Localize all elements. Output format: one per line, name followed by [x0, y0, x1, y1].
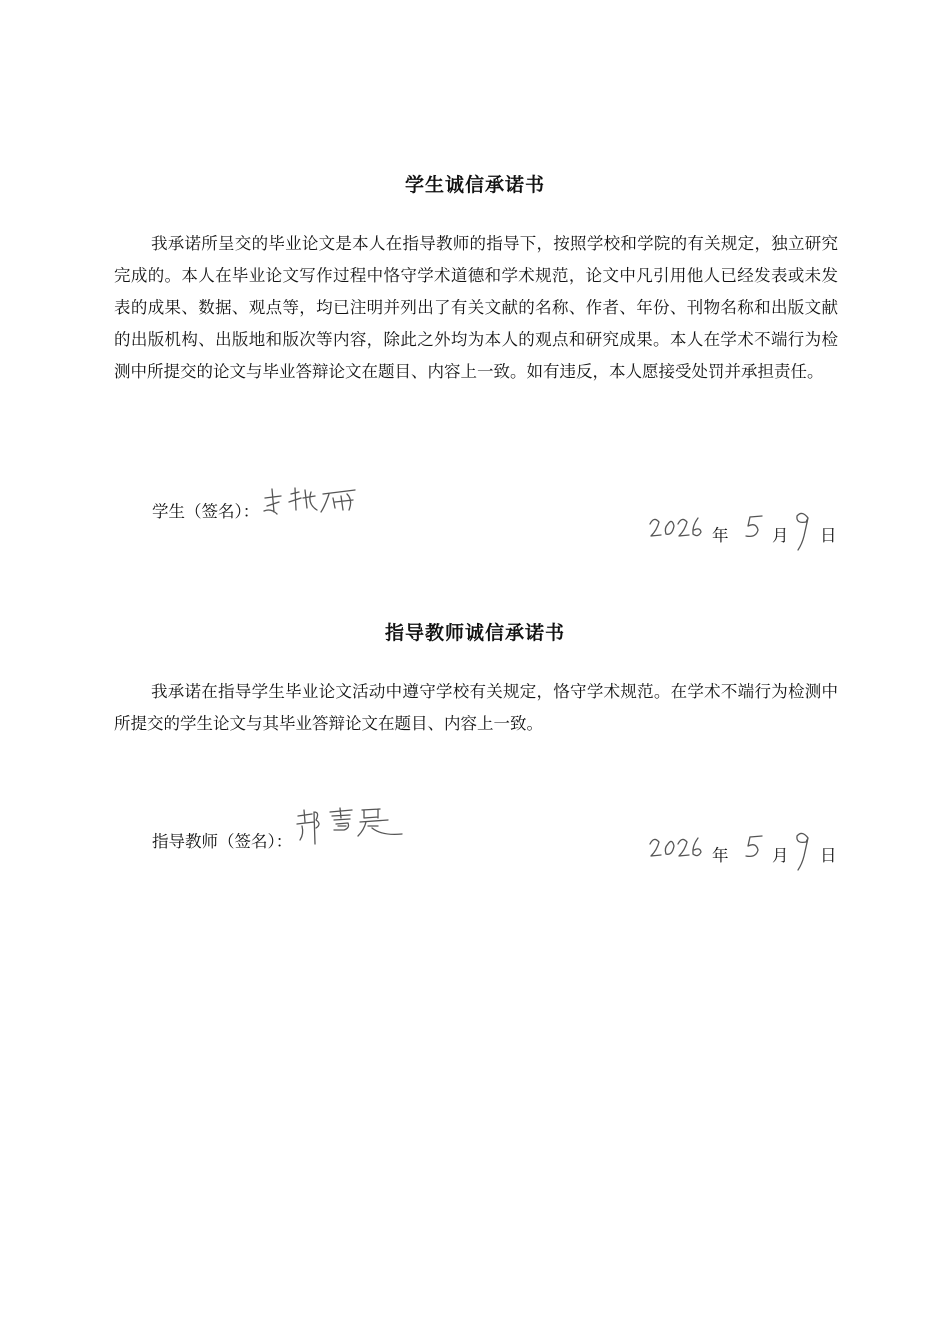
advisor-signature-label: 指导教师（签名）：	[152, 832, 293, 851]
student-handwritten-signature	[261, 484, 371, 522]
advisor-date-day-label: 日	[820, 846, 837, 865]
advisor-commitment-body: 我承诺在指导学生毕业论文活动中遵守学校有关规定，恪守学术规范。在学术不端行为检测中所提交的学生论文与其毕业答辩论文在题目、内容上一致。	[114, 682, 838, 733]
student-signature-date	[648, 506, 838, 556]
student-date-year-handwritten	[648, 512, 706, 546]
student-commitment-body: 我承诺所呈交的毕业论文是本人在指导教师的指导下，按照学校和学院的有关规定，独立研究完成的。本人在毕业论文写作过程中恪守学术道德和学术规范，论文中凡引用他人已经发表或未发表的成果、数据、观点等，均已注明并列出了有关文献的名称、作者、年份、刊物名称和出版文献的出版机构、出版地和版次等内容，除此之外均为本人的观点和研究成果。本人在学术不端行为检测中所提交的论文与毕业答辩论文在题目、内容上一致。如有违反，本人愿接受处罚并承担责任。	[114, 234, 838, 381]
student-commitment-title: 学生诚信承诺书	[404, 174, 545, 196]
advisor-date-month-label: 月	[772, 846, 789, 865]
advisor-signature-date	[648, 826, 838, 876]
advisor-signature-line	[152, 804, 406, 852]
student-date-month-handwritten	[744, 514, 766, 544]
student-date-month-label: 月	[772, 526, 789, 545]
advisor-date-year-handwritten	[648, 832, 706, 866]
advisor-commitment-title: 指导教师诚信承诺书	[384, 622, 565, 644]
student-date-day-label: 日	[820, 526, 837, 545]
student-date-day-handwritten	[794, 508, 812, 556]
student-date-year-label: 年	[712, 526, 729, 545]
advisor-date-year-label: 年	[712, 846, 729, 865]
advisor-date-day-handwritten	[794, 828, 812, 876]
student-signature-line	[152, 484, 371, 522]
advisor-date-month-handwritten	[744, 834, 766, 864]
student-signature-label: 学生（签名）：	[152, 502, 260, 521]
advisor-handwritten-signature	[294, 804, 406, 852]
